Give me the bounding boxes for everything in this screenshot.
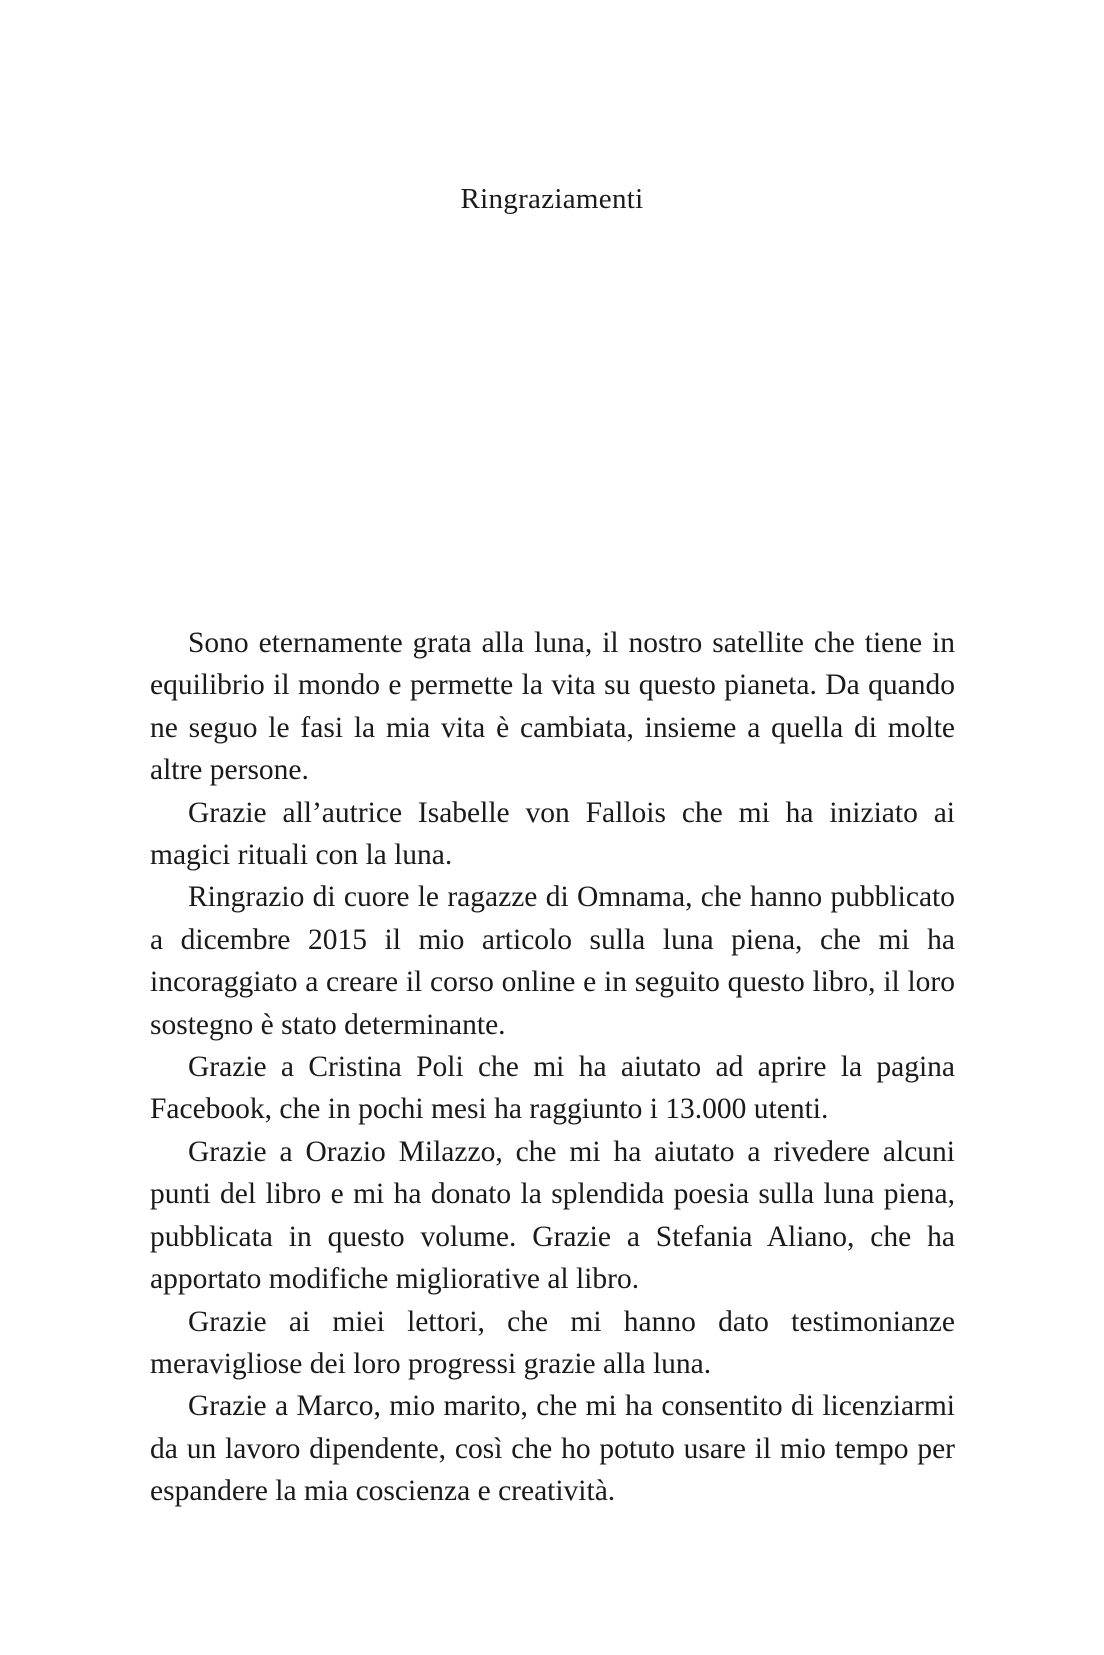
paragraph-6: Grazie ai miei lettori, che mi hanno dato testimonianze meravigliose dei loro progressi grazie alla luna. (150, 1305, 955, 1380)
paragraph-3: Ringrazio di cuore le ragazze di Omnama, che hanno pubblicato a dicembre 2015 il mio articolo sulla luna piena, che mi ha incoraggiato a creare il corso online e in seguito questo libro, il loro sostegno è stato determinante. (150, 881, 955, 1041)
paragraph-2: Grazie all’autrice Isabelle von Fallois che mi ha iniziato ai magici rituali con la luna. (150, 796, 955, 872)
acknowledgements-text (150, 622, 955, 1513)
paragraph-4: Grazie a Cristina Poli che mi ha aiutato ad aprire la pagina Facebook, che in pochi mesi ha raggiunto i 13.000 utenti. (150, 1051, 955, 1126)
paragraph-7: Grazie a Marco, mio marito, che mi ha consentito di licenziarmi da un lavoro dipendente, così che ho potuto usare il mio tempo per espandere la mia coscienza e creatività. (150, 1390, 955, 1508)
page-title: Ringraziamenti (460, 183, 644, 215)
paragraph-5: Grazie a Orazio Milazzo, che mi ha aiutato a rivedere alcuni punti del libro e mi ha donato la splendida poesia sulla luna piena, pubblicata in questo volume. Grazie a Stefania Aliano, che ha apportato modifiche migliorative al libro. (150, 1135, 955, 1296)
paragraph-1: Sono eternamente grata alla luna, il nostro satellite che tiene in equilibrio il mondo e permette la vita su questo pianeta. Da quando ne seguo le fasi la mia vita è cambiata, insieme a quella di molte altre persone. (150, 627, 955, 787)
